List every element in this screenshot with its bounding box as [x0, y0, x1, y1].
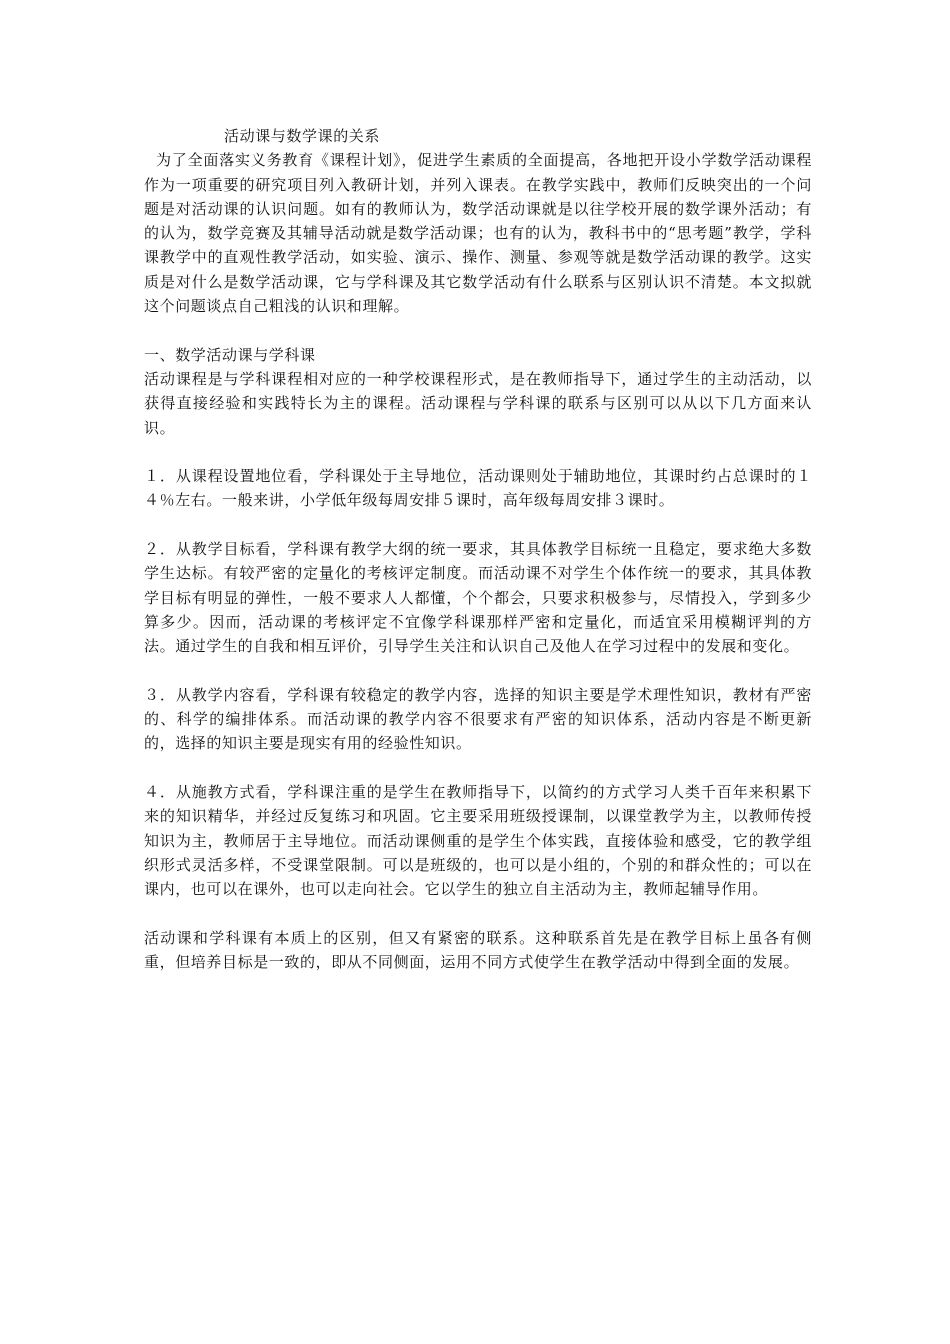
point-3-paragraph: ３．从教学内容看，学科课有较稳定的教学内容，选择的知识主要是学术理性知识，教材有严密的、科学的编排体系。而活动课的教学内容不很要求有严密的知识体系，活动内容是不断更新的，选择的知识主要是现实有用的经验性知识。 [144, 685, 812, 753]
intro-paragraph: 为了全面落实义务教育《课程计划》，促进学生素质的全面提高，各地把开设小学数学活动课程作为一项重要的研究项目列入教研计划，并列入课表。在教学实践中，教师们反映突出的一个问题是对活动课的认识问题。如有的教师认为，数学活动课就是以往学校开展的数学课外活动；有的认为，数学竞赛及其辅导活动就是数学活动课；也有的认为，教科书中的“思考题”教学，学科课教学中的直观性教学活动，如实验、演示、操作、测量、参观等就是数学活动课的教学。这实质是对什么是数学活动课，它与学科课及其它数学活动有什么联系与区别认识不清楚。本文拟就这个问题谈点自己粗浅的认识和理解。 [144, 151, 812, 316]
point-1-paragraph: １．从课程设置地位看，学科课处于主导地位，活动课则处于辅助地位，其课时约占总课时的１４％左右。一般来讲，小学低年级每周安排５课时，高年级每周安排３课时。 [144, 467, 812, 510]
point-2-paragraph: ２．从教学目标看，学科课有教学大纲的统一要求，其具体教学目标统一且稳定，要求绝大多数学生达标。有较严密的定量化的考核评定制度。而活动课不对学生个体作统一的要求，其具体教学目标有明显的弹性，一般不要求人人都懂，个个都会，只要求积极参与，尽情投入，学到多少算多少。因而，活动课的考核评定不宜像学科课那样严密和定量化，而适宜采用模糊评判的方法。通过学生的自我和相互评价，引导学生关注和认识自己及他人在学习过程中的发展和变化。 [144, 540, 812, 656]
section-paragraph: 活动课程是与学科课程相对应的一种学校课程形式，是在教师指导下，通过学生的主动活动，以获得直接经验和实践特长为主的课程。活动课程与学科课的联系与区别可以从以下几方面来认识。 [144, 369, 812, 437]
section-heading: 一、数学活动课与学科课 [144, 345, 316, 364]
point-4-paragraph: ４．从施教方式看，学科课注重的是学生在教师指导下，以简约的方式学习人类千百年来积累下来的知识精华，并经过反复练习和巩固。它主要采用班级授课制，以课堂教学为主，以教师传授知识为主，教师居于主导地位。而活动课侧重的是学生个体实践，直接体验和感受，它的教学组织形式灵活多样，不受课堂限制。可以是班级的，也可以是小组的，个别的和群众性的；可以在课内，也可以在课外，也可以走向社会。它以学生的独立自主活动为主，教师起辅导作用。 [144, 783, 812, 899]
conclusion-paragraph: 活动课和学科课有本质上的区别，但又有紧密的联系。这种联系首先是在教学目标上虽各有侧重，但培养目标是一致的，即从不同侧面，运用不同方式使学生在教学活动中得到全面的发展。 [144, 928, 812, 972]
document-body [144, 124, 812, 974]
document-title: 活动课与数学课的关系 [224, 127, 381, 145]
